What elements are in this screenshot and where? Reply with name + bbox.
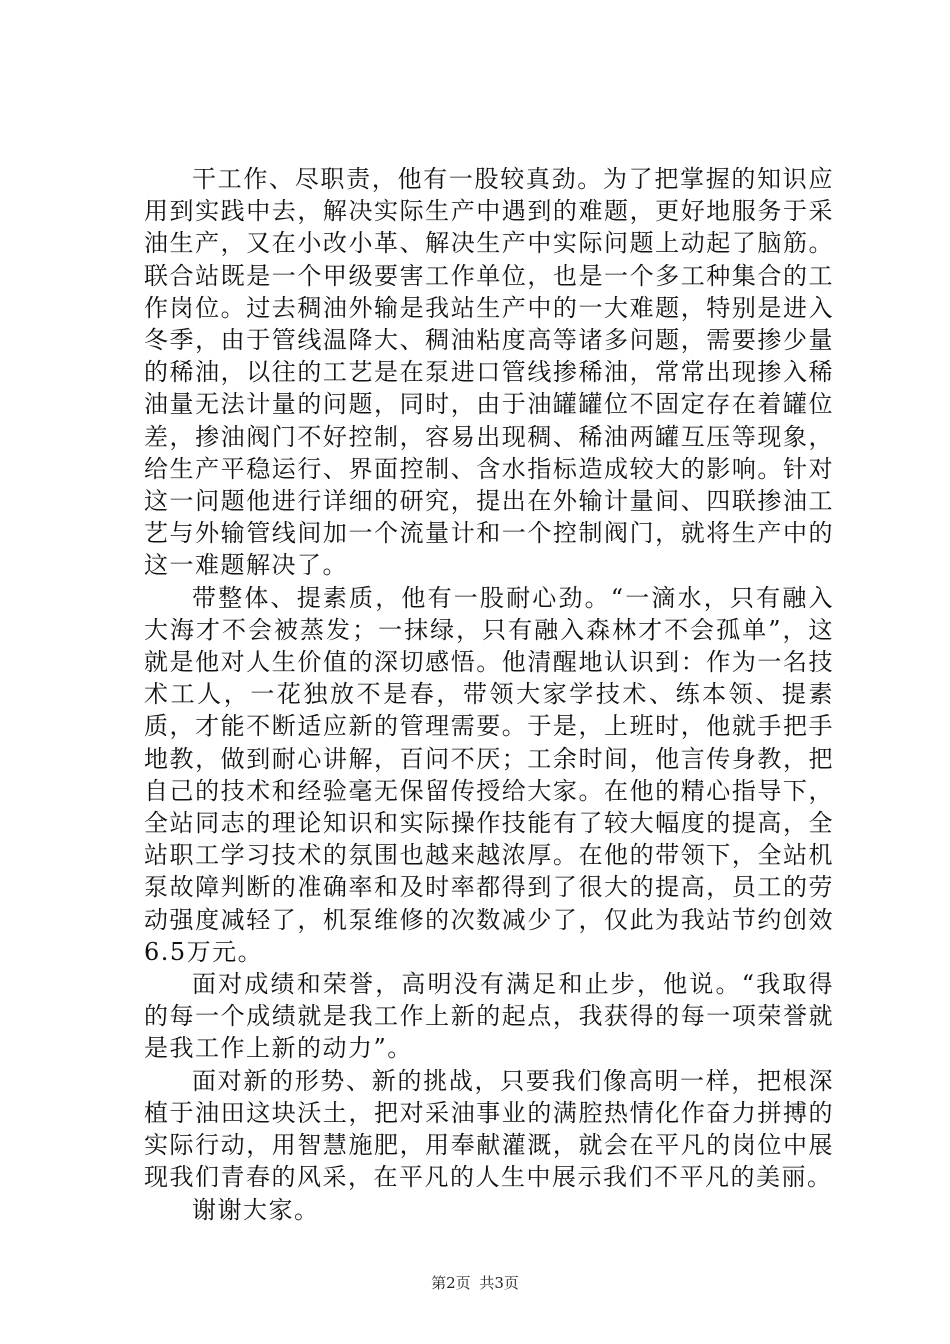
paragraph: 面对成绩和荣誉，高明没有满足和止步，他说。“我取得的每一个成绩就是我工作上新的起点，我获得的每一项荣誉就是我工作上新的动力”。 (144, 970, 834, 1063)
document-body (144, 163, 834, 1226)
paragraph: 干工作、尽职责，他有一股较真劲。为了把掌握的知识应用到实践中去，解决实际生产中遇到的难题，更好地服务于采油生产，又在小改小革、解决生产中实际问题上动起了脑筋。联合站既是一个甲级要害工作单位，也是一个多工种集合的工作岗位。过去稠油外输是我站生产中的一大难题，特别是进入冬季，由于管线温降大、稠油粘度高等诸多问题，需要掺少量的稀油，以往的工艺是在泵进口管线掺稀油，常常出现掺入稀油量无法计量的问题，同时，由于油罐罐位不固定存在着罐位差，掺油阀门不好控制，容易出现稠、稀油两罐互压等现象，给生产平稳运行、界面控制、含水指标造成较大的影响。针对这一问题他进行详细的研究，提出在外输计量间、四联掺油工艺与外输管线间加一个流量计和一个控制阀门，就将生产中的这一难题解决了。 (144, 165, 834, 580)
page-footer (0, 1273, 950, 1293)
paragraph: 带整体、提素质，他有一股耐心劲。“一滴水，只有融入大海才不会被蒸发；一抹绿，只有融入森林才不会孤单”，这就是他对人生价值的深切感悟。他清醒地认识到：作为一名技术工人，一花独放不是春，带领大家学技术、练本领、提素质，才能不断适应新的管理需要。于是，上班时，他就手把手地教，做到耐心讲解，百问不厌；工余时间，他言传身教，把自己的技术和经验毫无保留传授给大家。在他的精心指导下，全站同志的理论知识和实际操作技能有了较大幅度的提高，全站职工学习技术的氛围也越来越浓厚。在他的带领下，全站机泵故障判断的准确率和及时率都得到了很大的提高，员工的劳动强度减轻了，机泵维修的次数减少了，仅此为我站节约创效6.5万元。 (144, 583, 834, 966)
page-total: 共3页 (479, 1274, 519, 1292)
page-number: 第2页 (431, 1274, 471, 1292)
paragraph: 谢谢大家。 (192, 1195, 320, 1224)
paragraph: 面对新的形势、新的挑战，只要我们像高明一样，把根深植于油田这块沃土，把对采油事业的满腔热情化作奋力拼搏的实际行动，用智慧施肥，用奉献灌溉，就会在平凡的岗位中展现我们青春的风采，在平凡的人生中展示我们不平凡的美丽。 (144, 1066, 834, 1192)
